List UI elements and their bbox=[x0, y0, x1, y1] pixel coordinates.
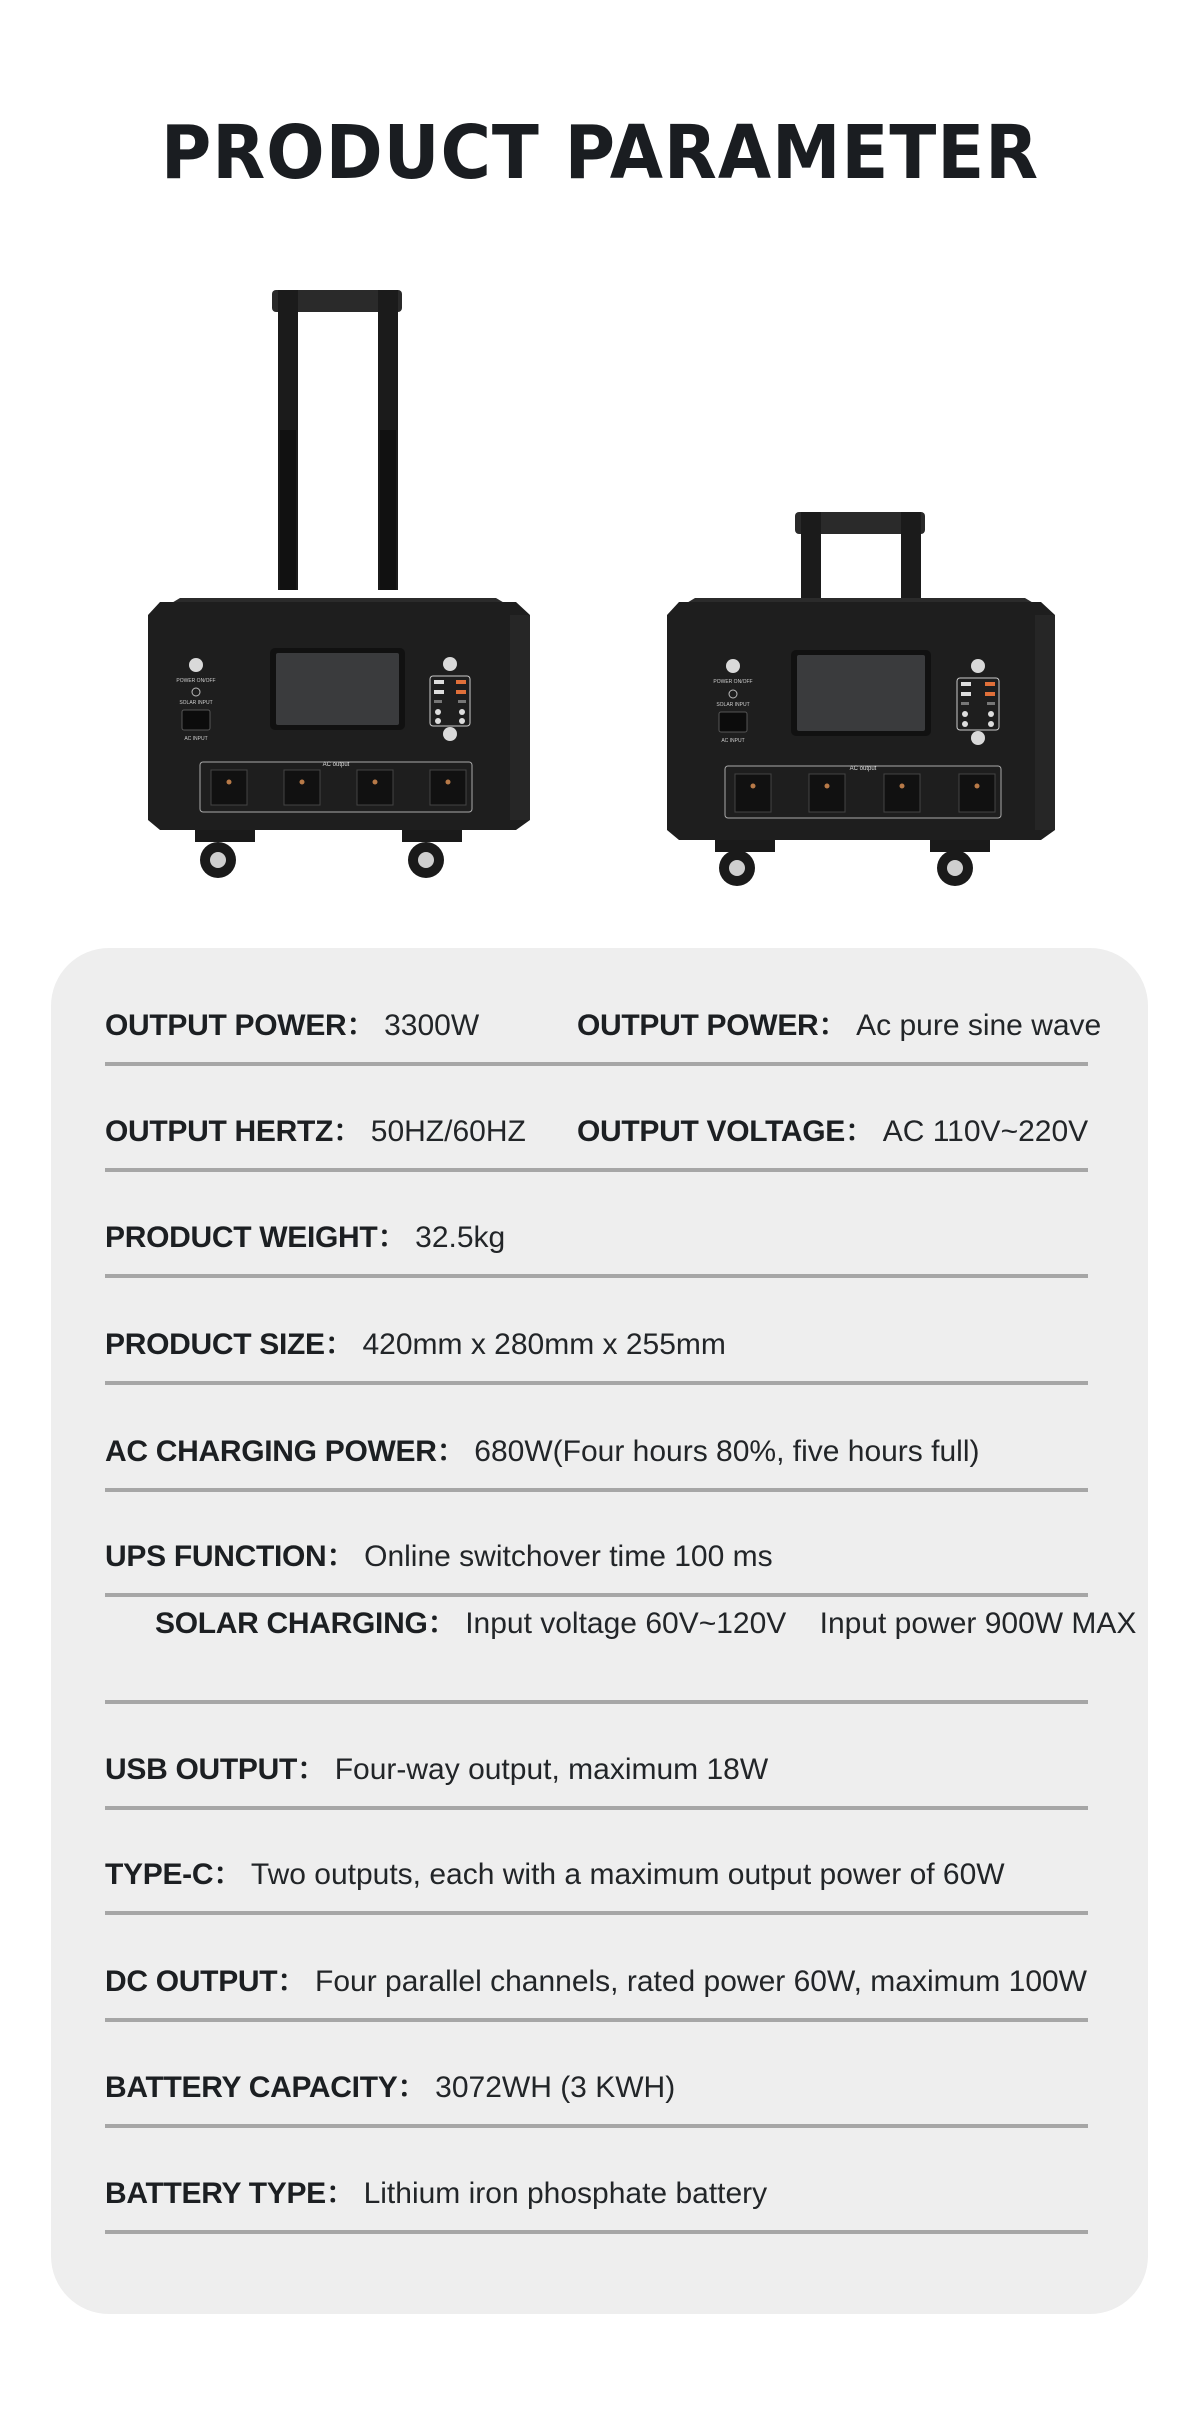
spec-value: 3300W bbox=[384, 1009, 480, 1042]
spec-value: 680W(Four hours 80%, five hours full) bbox=[474, 1435, 980, 1468]
svg-text:AC INPUT: AC INPUT bbox=[184, 736, 208, 742]
spec-value: Ac pure sine wave bbox=[856, 1009, 1102, 1042]
spec-row-battery-capacity bbox=[105, 2022, 1088, 2128]
spec-label: OUTPUT POWER： bbox=[577, 1009, 849, 1042]
svg-text:POWER ON/OFF: POWER ON/OFF bbox=[713, 679, 753, 685]
product-image-handle-extended bbox=[140, 280, 540, 890]
svg-text:SOLAR INPUT: SOLAR INPUT bbox=[716, 702, 750, 708]
spec-row-dc bbox=[105, 1916, 1088, 2022]
spec-label: TYPE-C： bbox=[105, 1858, 243, 1891]
spec-output-hertz bbox=[105, 1112, 526, 1152]
spec-value: Two outputs, each with a maximum output power of 60W bbox=[250, 1858, 1005, 1891]
spec-ac-charging-power bbox=[105, 1432, 979, 1472]
spec-value: Lithium iron phosphate battery bbox=[363, 2177, 768, 2210]
spec-row-output bbox=[105, 960, 1102, 1066]
divider bbox=[105, 1911, 1088, 1915]
spec-label: UPS FUNCTION： bbox=[105, 1540, 357, 1573]
spec-value: 50HZ/60HZ bbox=[370, 1115, 526, 1148]
spec-value: 3072WH (3 KWH) bbox=[435, 2071, 676, 2104]
spec-row-ac-charging bbox=[105, 1386, 1088, 1492]
spec-label: OUTPUT HERTZ： bbox=[105, 1115, 363, 1148]
spec-output-power bbox=[105, 1006, 479, 1046]
spec-value: 32.5kg bbox=[415, 1221, 506, 1254]
spec-value: Four parallel channels, rated power 60W, maximum 100W bbox=[315, 1965, 1088, 1998]
divider bbox=[105, 2230, 1088, 2234]
spec-dc-output bbox=[105, 1962, 1087, 2002]
svg-text:AC INPUT: AC INPUT bbox=[721, 738, 745, 744]
spec-solar-charging bbox=[105, 1564, 1136, 1684]
spec-label: OUTPUT POWER： bbox=[105, 1009, 377, 1042]
spec-label: SOLAR CHARGING： bbox=[155, 1607, 458, 1640]
spec-label: DC OUTPUT： bbox=[105, 1965, 307, 1998]
svg-text:AC output: AC output bbox=[322, 762, 350, 768]
spec-battery-capacity bbox=[105, 2068, 675, 2108]
spec-row-weight bbox=[105, 1172, 1088, 1278]
spec-usb-output bbox=[105, 1750, 768, 1790]
divider bbox=[105, 1381, 1088, 1385]
spec-value: AC 110V~220V bbox=[882, 1115, 1089, 1148]
spec-label: OUTPUT VOLTAGE： bbox=[577, 1115, 875, 1148]
page-title: PRODUCT PARAMETER bbox=[160, 110, 1040, 196]
spec-label: USB OUTPUT： bbox=[105, 1753, 327, 1786]
spec-label: PRODUCT WEIGHT： bbox=[105, 1221, 408, 1254]
spec-type-c bbox=[105, 1855, 1005, 1895]
spec-row-battery-type bbox=[105, 2128, 1088, 2234]
svg-text:SOLAR INPUT: SOLAR INPUT bbox=[179, 700, 213, 706]
spec-row-hertz-voltage bbox=[105, 1066, 1088, 1172]
spec-value: Four-way output, maximum 18W bbox=[334, 1753, 769, 1786]
spec-label: BATTERY CAPACITY： bbox=[105, 2071, 428, 2104]
power-station-illustration bbox=[140, 280, 540, 890]
spec-product-size bbox=[105, 1325, 726, 1365]
spec-row-type-c bbox=[105, 1809, 1088, 1915]
spec-value: Input voltage 60V~120V Input power 900W MAX bbox=[465, 1607, 1137, 1640]
spec-value: 420mm x 280mm x 255mm bbox=[362, 1328, 726, 1361]
spec-battery-type bbox=[105, 2174, 767, 2214]
spec-row-usb bbox=[105, 1704, 1088, 1810]
divider bbox=[105, 1274, 1088, 1278]
spec-row-size bbox=[105, 1279, 1088, 1385]
spec-output-waveform bbox=[577, 1006, 1101, 1046]
spec-label: PRODUCT SIZE： bbox=[105, 1328, 355, 1361]
spec-card bbox=[51, 948, 1148, 2314]
power-station-illustration bbox=[655, 500, 1065, 890]
product-image-handle-retracted bbox=[655, 500, 1065, 890]
spec-value: Online switchover time 100 ms bbox=[364, 1540, 773, 1573]
spec-product-weight bbox=[105, 1218, 505, 1258]
svg-text:POWER ON/OFF: POWER ON/OFF bbox=[176, 678, 216, 684]
svg-text:AC output: AC output bbox=[849, 766, 877, 772]
spec-output-voltage bbox=[577, 1112, 1088, 1152]
spec-label: AC CHARGING POWER： bbox=[105, 1435, 467, 1468]
spec-row-solar bbox=[105, 1598, 1137, 1704]
spec-label: BATTERY TYPE： bbox=[105, 2177, 356, 2210]
